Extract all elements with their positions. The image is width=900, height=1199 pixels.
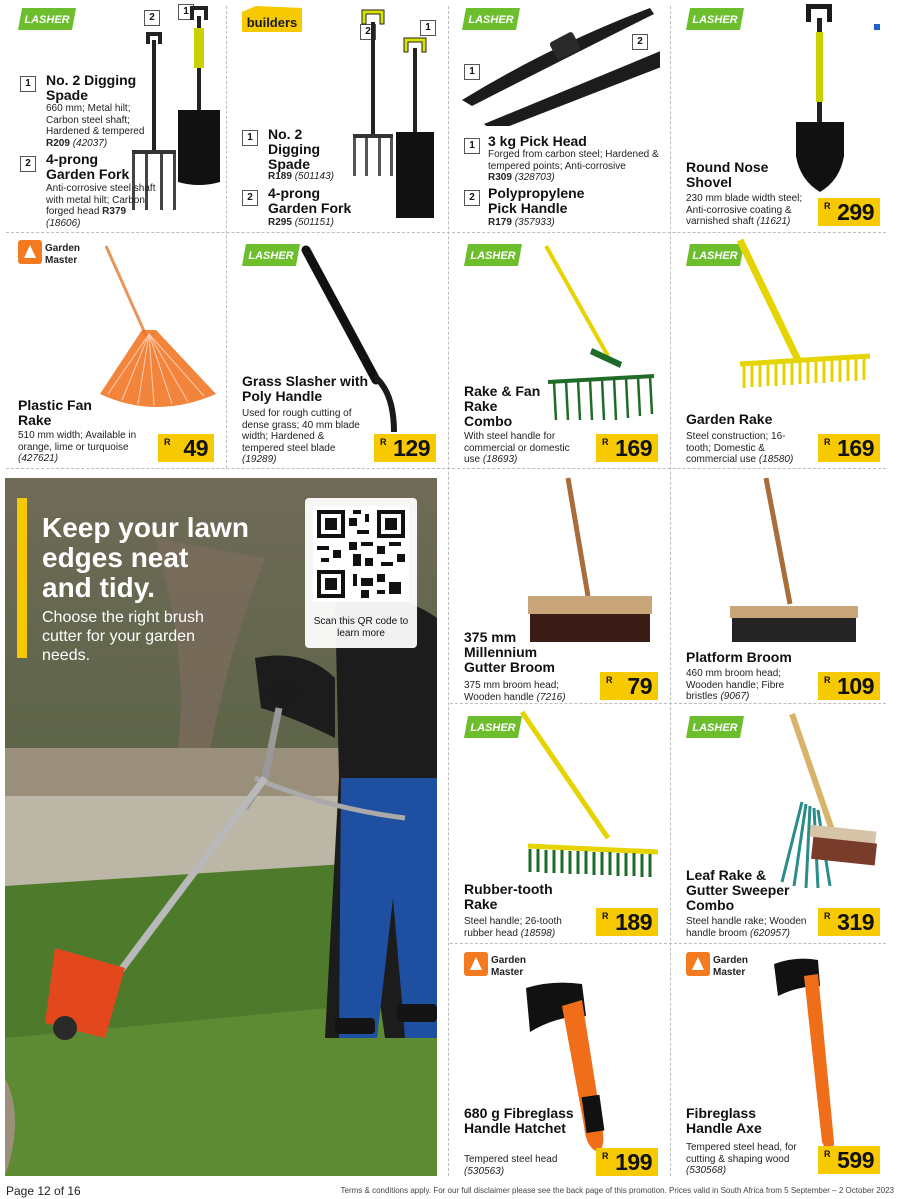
product-description: Steel handle rake; Wooden handle broom (620957) <box>686 916 807 939</box>
product-description: R179 (357933) <box>488 217 555 228</box>
product-description: 510 mm width; Available in orange, lime or turquoise (427621) <box>18 430 137 464</box>
product-card-platform-broom[interactable] <box>672 472 890 702</box>
round-nose-shovel-image <box>790 2 850 196</box>
item-number-badge: 2 <box>360 24 376 40</box>
item-number-badge: 1 <box>464 64 480 80</box>
product-name: 680 g Fibreglass Handle Hatchet <box>464 1105 574 1136</box>
item-number-badge: 1 <box>420 20 436 36</box>
product-card-lasher-spade-fork[interactable] <box>6 0 224 230</box>
item-number-badge: 1 <box>178 4 194 20</box>
divider <box>226 6 227 468</box>
qr-code-icon[interactable] <box>313 506 409 602</box>
divider <box>450 703 886 704</box>
lasher-logo <box>686 6 744 32</box>
product-card-fibreglass-hatchet[interactable] <box>450 946 668 1178</box>
digging-spade-image <box>174 4 224 190</box>
garden-master-logo <box>686 952 764 978</box>
item-number-badge: 1 <box>20 76 36 92</box>
price-tag: R 599 <box>818 1146 880 1174</box>
svg-text:LASHER: LASHER <box>692 250 738 262</box>
promo-headline: Keep your lawn edges neat and tidy. <box>42 512 249 603</box>
svg-text:Garden: Garden <box>491 955 527 966</box>
product-card-rubber-tooth-rake[interactable] <box>450 706 668 942</box>
product-card-plastic-fan-rake[interactable] <box>6 234 224 466</box>
price-tag: R 169 <box>596 434 658 462</box>
product-name: Fibreglass Handle Axe <box>686 1105 762 1136</box>
price-tag: R 129 <box>374 434 436 462</box>
svg-text:Master: Master <box>713 967 746 978</box>
divider <box>450 943 886 944</box>
product-description: With steel handle for commercial or domestic use (18693) <box>464 431 570 465</box>
qr-code-caption: Scan this QR code to learn more <box>313 616 409 639</box>
product-name: No. 2 Digging Spade <box>46 72 137 103</box>
product-description: 460 mm broom head; Wooden handle; Fibre bristles (9067) <box>686 668 785 702</box>
price-tag: R 299 <box>818 198 880 226</box>
product-name: Rubber-tooth Rake <box>464 881 553 912</box>
product-name: No. 2 Digging Spade <box>268 126 321 172</box>
price-tag: R 49 <box>158 434 214 462</box>
product-card-rake-fan-rake-combo[interactable] <box>450 234 668 466</box>
product-description: Forged from carbon steel; Hardened & tempered points; Anti-corrosive R309 (328703) <box>488 149 659 183</box>
svg-text:LASHER: LASHER <box>24 14 70 26</box>
item-number-badge: 2 <box>242 190 258 206</box>
product-name: Polypropylene Pick Handle <box>488 185 585 216</box>
product-description: Tempered steel head, for cutting & shaping wood (530568) <box>686 1142 797 1176</box>
product-name: Grass Slasher with Poly Handle <box>242 373 369 404</box>
product-card-pick-head-handle[interactable] <box>450 0 668 230</box>
rake-combo-image <box>544 244 664 424</box>
divider <box>670 6 671 1176</box>
brush-cutter-promo-banner[interactable] <box>5 478 437 1176</box>
item-number-badge: 1 <box>242 130 258 146</box>
product-card-round-nose-shovel[interactable] <box>672 0 890 230</box>
product-description: Steel handle; 26-tooth rubber head (18598) <box>464 916 562 939</box>
leaf-rake-sweeper-image <box>772 712 882 892</box>
fan-rake-image <box>96 244 218 414</box>
svg-text:LASHER: LASHER <box>470 722 516 734</box>
price-tag: R 189 <box>596 908 658 936</box>
svg-text:Master: Master <box>491 967 524 978</box>
product-name: Garden Rake <box>686 411 773 427</box>
svg-text:Garden: Garden <box>713 955 749 966</box>
garden-master-logo <box>18 240 96 266</box>
item-number-badge: 2 <box>464 190 480 206</box>
item-number-badge: 1 <box>464 138 480 154</box>
lasher-logo <box>18 6 76 32</box>
lasher-logo <box>242 242 300 268</box>
item-number-badge: 2 <box>20 156 36 172</box>
price-tag: R 109 <box>818 672 880 700</box>
divider <box>448 6 449 1176</box>
product-card-garden-rake[interactable] <box>672 234 890 466</box>
product-name: 4-prong Garden Fork <box>268 185 352 216</box>
product-description: Steel construction; 16-tooth; Domestic & commercial use (18580) <box>686 431 794 465</box>
product-name: Platform Broom <box>686 649 792 665</box>
svg-text:LASHER: LASHER <box>248 250 294 262</box>
product-description: 230 mm blade width steel; Anti-corrosive coating & varnished shaft (11621) <box>686 193 803 227</box>
product-name: 4-prong Garden Fork <box>46 151 130 182</box>
divider <box>6 468 886 469</box>
svg-text:LASHER: LASHER <box>692 722 738 734</box>
product-name: Leaf Rake & Gutter Sweeper Combo <box>686 867 790 913</box>
platform-broom-image <box>728 476 862 646</box>
svg-text:LASHER: LASHER <box>468 14 514 26</box>
brand-flag-icon <box>874 24 880 30</box>
accent-bar <box>17 498 27 658</box>
svg-text:builders: builders <box>246 15 298 30</box>
builders-logo <box>240 4 304 34</box>
product-card-leaf-rake-gutter-sweeper[interactable] <box>672 706 890 942</box>
product-name: Round Nose Shovel <box>686 159 769 190</box>
product-name: Plastic Fan Rake <box>18 397 92 428</box>
gutter-broom-image <box>526 476 656 646</box>
svg-text:LASHER: LASHER <box>692 14 738 26</box>
lasher-logo <box>686 714 744 740</box>
product-description: 375 mm broom head; Wooden handle (7216) <box>464 680 566 702</box>
garden-master-logo <box>464 952 542 978</box>
pick-head-image <box>460 6 660 126</box>
product-name: 375 mm Millennium Gutter Broom <box>464 629 555 675</box>
lasher-logo <box>464 714 522 740</box>
terms-disclaimer: Terms & conditions apply. For our full disclaimer please see the back page of this promotion. Prices valid in South Africa from 5 September – 2 October 2023 <box>340 1186 894 1195</box>
product-name: 3 kg Pick Head <box>488 133 587 149</box>
qr-code-card[interactable] <box>305 498 417 648</box>
price-tag: R 79 <box>600 672 658 700</box>
item-number-badge: 2 <box>144 10 160 26</box>
svg-text:Master: Master <box>45 255 78 266</box>
product-card-builders-spade-fork[interactable] <box>228 0 446 230</box>
svg-text:Garden: Garden <box>45 243 81 254</box>
product-description: R189 (501143) <box>268 171 334 182</box>
price-tag: R 169 <box>818 434 880 462</box>
product-name: Rake & Fan Rake Combo <box>464 383 541 429</box>
product-card-grass-slasher[interactable] <box>228 234 446 466</box>
price-tag: R 319 <box>818 908 880 936</box>
page-number: Page 12 of 16 <box>6 1184 81 1198</box>
product-description: Anti-corrosive steel shaft with metal hilt; Carbon forged head R379 (18606) <box>46 183 156 229</box>
product-card-gutter-broom[interactable] <box>450 472 668 702</box>
product-description: R295 (501151) <box>268 217 334 228</box>
digging-spade-image <box>390 36 440 222</box>
price-tag: R 199 <box>596 1148 658 1176</box>
promo-subtitle: Choose the right brush cutter for your garden needs. <box>42 609 204 664</box>
divider <box>6 232 886 233</box>
garden-rake-image <box>736 238 876 408</box>
svg-text:LASHER: LASHER <box>470 250 516 262</box>
item-number-badge: 2 <box>632 34 648 50</box>
product-card-fibreglass-axe[interactable] <box>672 946 890 1178</box>
product-description: 660 mm; Metal hilt; Carbon steel shaft; Hardened & tempered R209 (42037) <box>46 103 145 149</box>
product-description: Used for rough cutting of dense grass; 40 mm blade width; Hardened & tempered steel blade (19289) <box>242 408 360 465</box>
lasher-logo <box>464 242 522 268</box>
product-description: Tempered steel head (530563) <box>464 1154 558 1177</box>
rubber-tooth-rake-image <box>516 710 664 880</box>
